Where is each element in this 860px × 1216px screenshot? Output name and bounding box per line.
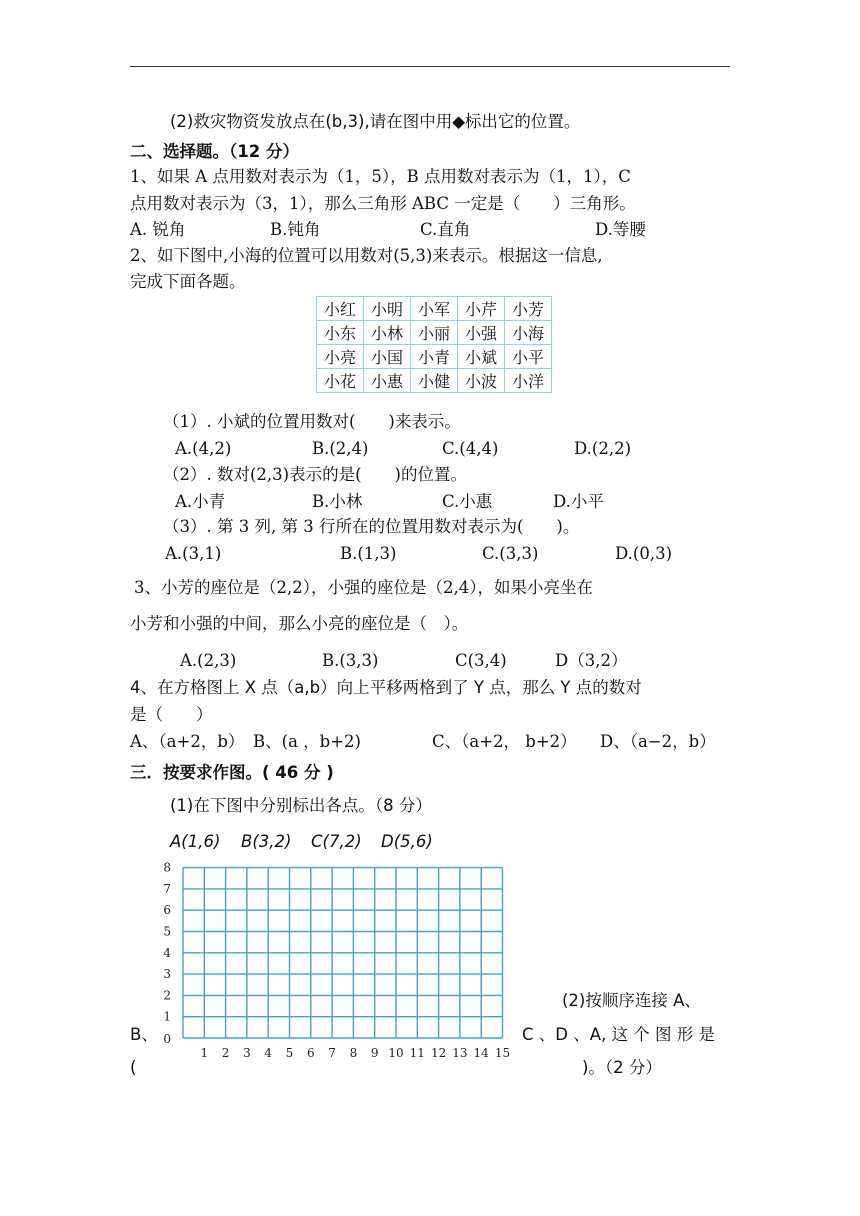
x-tick-label: 10 — [388, 1046, 404, 1060]
draw-sub2-close: )。（2 分） — [582, 1058, 662, 1077]
q3-line2: 小芳和小强的中间，那么小亮的座位是（ ）。 — [130, 614, 469, 633]
q2-sub3: （3）. 第 3 列, 第 3 行所在的位置用数对表示为( )。 — [163, 517, 580, 536]
x-tick-label: 12 — [430, 1046, 447, 1060]
y-tick-label: 8 — [163, 860, 171, 875]
x-tick-label: 1 — [200, 1046, 209, 1060]
table-cell: 小青 — [411, 345, 458, 369]
q4-option-b: B、(a ，b+2) — [253, 732, 361, 751]
q2-sub2-option-c: C.小惠 — [442, 492, 493, 511]
table-row — [317, 345, 552, 369]
x-tick-label: 5 — [285, 1046, 294, 1060]
coordinate-grid — [150, 858, 512, 1066]
point-c-label: C(7,2) — [311, 832, 362, 851]
table-cell: 小明 — [364, 297, 411, 321]
section2-title: 二、选择题。（12 分） — [130, 142, 299, 161]
table-cell: 小芹 — [458, 297, 505, 321]
table-cell: 小花 — [317, 369, 364, 393]
table-cell: 小海 — [505, 321, 552, 345]
q3-option-c: C(3,4) — [455, 651, 507, 670]
section3-title: 三．按要求作图。( 46 分 ) — [130, 763, 334, 782]
table-cell: 小洋 — [505, 369, 552, 393]
draw-sub2-line2: C 、D 、A, 这 个 图 形 是 — [522, 1025, 715, 1044]
table-row — [317, 321, 552, 345]
q4-line1: 4、在方格图上 X 点（a,b）向上平移两格到了 Y 点，那么 Y 点的数对 — [130, 678, 642, 697]
table-cell: 小亮 — [317, 345, 364, 369]
q1-option-a: A. 锐角 — [130, 220, 186, 239]
q2-sub2: （2）. 数对(2,3)表示的是( )的位置。 — [163, 465, 467, 484]
x-tick-label: 14 — [473, 1046, 489, 1060]
q3-option-b: B.(3,3) — [322, 651, 379, 670]
table-cell: 小健 — [411, 369, 458, 393]
table-cell: 小斌 — [458, 345, 505, 369]
q2-sub1: （1）. 小斌的位置用数对( )来表示。 — [163, 412, 461, 431]
q2-sub3-option-b: B.(1,3) — [340, 544, 397, 563]
x-tick-label: 4 — [264, 1046, 273, 1060]
q2-sub3-option-d: D.(0,3) — [615, 544, 673, 563]
draw-sub2-line1: (2)按顺序连接 A、 — [562, 991, 701, 1010]
draw-sub2-b: B、 — [130, 1025, 158, 1044]
y-tick-label: 7 — [163, 881, 171, 896]
q4-line2: 是（ ） — [130, 705, 213, 724]
q2-sub3-option-c: C.(3,3) — [482, 544, 539, 563]
table-cell: 小军 — [411, 297, 458, 321]
header-rule — [130, 66, 730, 67]
q2-line1: 2、如下图中,小海的位置可以用数对(5,3)来表示。根据这一信息, — [130, 246, 603, 265]
y-tick-label: 3 — [163, 967, 171, 982]
q2-sub1-option-a: A.(4,2) — [175, 439, 232, 458]
q4-option-c: C、（a+2， b+2） — [432, 732, 577, 751]
draw-sub2-open-paren: ( — [130, 1058, 137, 1077]
origin-label: 0 — [163, 1032, 171, 1046]
q2-sub2-option-b: B.小林 — [312, 492, 363, 511]
table-cell: 小平 — [505, 345, 552, 369]
x-tick-label: 2 — [221, 1046, 230, 1060]
point-d-label: D(5,6) — [381, 832, 433, 851]
y-tick-label: 1 — [163, 1009, 171, 1024]
q2-sub2-option-a: A.小青 — [175, 492, 226, 511]
table-cell: 小国 — [364, 345, 411, 369]
x-tick-label: 7 — [328, 1046, 336, 1060]
point-a-label: A(1,6) — [170, 832, 221, 851]
q2-sub1-option-d: D.(2,2) — [574, 439, 632, 458]
x-tick-label: 11 — [409, 1046, 425, 1060]
x-tick-label: 15 — [494, 1046, 511, 1060]
table-cell: 小红 — [317, 297, 364, 321]
q3-line1: 3、小芳的座位是（2,2），小强的座位是（2,4），如果小亮坐在 — [134, 578, 593, 597]
x-tick-label: 3 — [243, 1046, 251, 1060]
y-tick-label: 6 — [163, 903, 171, 918]
table-cell: 小东 — [317, 321, 364, 345]
y-tick-label: 2 — [163, 988, 171, 1003]
q2-sub3-option-a: A.(3,1) — [165, 544, 222, 563]
y-tick-label: 4 — [163, 945, 171, 960]
x-tick-label: 6 — [306, 1046, 315, 1060]
q1-line1: 1、如果 A 点用数对表示为（1，5），B 点用数对表示为（1，1），C — [130, 167, 631, 186]
table-row — [317, 369, 552, 393]
q1-option-d: D.等腰 — [595, 220, 646, 239]
table-cell: 小丽 — [411, 321, 458, 345]
x-tick-label: 8 — [349, 1046, 358, 1060]
point-b-label: B(3,2) — [241, 832, 292, 851]
q3-option-a: A.(2,3) — [180, 651, 237, 670]
x-tick-label: 13 — [452, 1046, 468, 1060]
draw-sub1: (1)在下图中分别标出各点。（8 分） — [170, 796, 432, 815]
q1-option-c: C.直角 — [420, 220, 471, 239]
table-cell: 小惠 — [364, 369, 411, 393]
q1-option-b: B.钝角 — [270, 220, 321, 239]
q3-option-d: D（3,2） — [555, 651, 628, 670]
q1-line2: 点用数对表示为（3，1），那么三角形 ABC 一定是（ ）三角形。 — [130, 194, 636, 213]
y-tick-label: 5 — [163, 924, 171, 939]
q2-sub1-option-b: B.(2,4) — [312, 439, 369, 458]
q2-sub2-option-d: D.小平 — [553, 492, 604, 511]
table-row — [317, 297, 552, 321]
q4-option-d: D、（a−2，b） — [600, 732, 716, 751]
table-cell: 小强 — [458, 321, 505, 345]
table-cell: 小林 — [364, 321, 411, 345]
table-cell: 小芳 — [505, 297, 552, 321]
seat-table — [316, 296, 552, 393]
q4-option-a: A、（a+2，b） — [130, 732, 245, 751]
table-cell: 小波 — [458, 369, 505, 393]
q2-line2: 完成下面各题。 — [130, 272, 246, 291]
q2-rescue-point: (2)救灾物资发放点在(b,3),请在图中用◆标出它的位置。 — [170, 112, 581, 131]
q2-sub1-option-c: C.(4,4) — [442, 439, 499, 458]
x-tick-label: 9 — [370, 1046, 379, 1060]
